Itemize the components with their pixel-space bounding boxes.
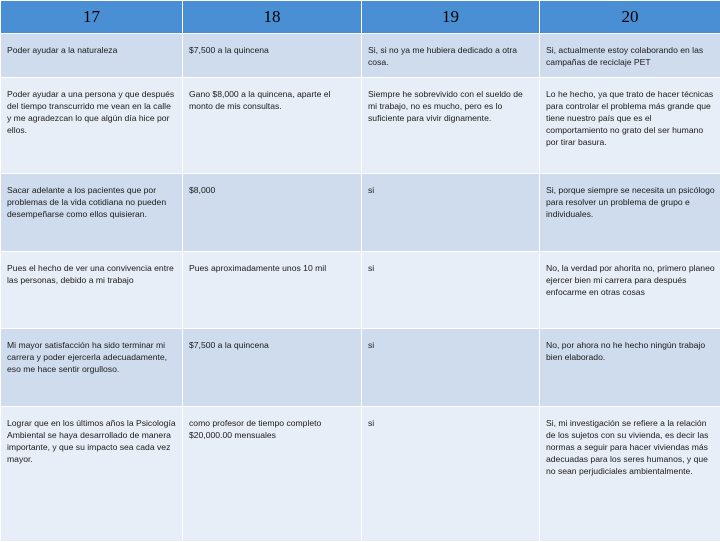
table-cell: Si, actualmente estoy colaborando en las campañas de reciclaje PET xyxy=(540,34,720,78)
table-cell: Lograr que en los últimos años la Psicología Ambiental se haya desarrollado de manera importante, y que su impacto sea cada vez mayor. xyxy=(1,407,183,542)
table-cell: Poder ayudar a una persona y que después del tiempo transcurrido me vean en la calle y me agradezcan lo que algún día hice por ellos. xyxy=(1,78,183,174)
table-row xyxy=(1,174,720,252)
header-row xyxy=(1,1,720,34)
table-cell: Si, si no ya me hubiera dedicado a otra cosa. xyxy=(362,34,540,78)
column-header-18: 18 xyxy=(183,1,362,34)
table-row xyxy=(1,329,720,407)
table-cell: si xyxy=(362,407,540,542)
table-cell: $7,500 a la quincena xyxy=(183,329,362,407)
table-row xyxy=(1,78,720,174)
table-cell: No, la verdad por ahorita no, primero planeo ejercer bien mi carrera para después enfocarme en otras cosas xyxy=(540,252,720,329)
table-cell: Si, porque siempre se necesita un psicólogo para resolver un problema de grupo e individuales. xyxy=(540,174,720,252)
table-cell: Gano $8,000 a la quincena, aparte el monto de mis consultas. xyxy=(183,78,362,174)
column-header-20: 20 xyxy=(540,1,720,34)
table-cell: Pues el hecho de ver una convivencia entre las personas, debido a mi trabajo xyxy=(1,252,183,329)
table-cell: Mi mayor satisfacción ha sido terminar mi carrera y poder ejercerla adecuadamente, eso me hace sentir orgulloso. xyxy=(1,329,183,407)
column-header-17: 17 xyxy=(1,1,183,34)
table-cell: $7,500 a la quincena xyxy=(183,34,362,78)
table-cell: Pues aproximadamente unos 10 mil xyxy=(183,252,362,329)
table-row xyxy=(1,34,720,78)
table-cell: si xyxy=(362,329,540,407)
table-cell: $8,000 xyxy=(183,174,362,252)
table-cell: como profesor de tiempo completo $20,000.00 mensuales xyxy=(183,407,362,542)
table-cell: Si, mi investigación se refiere a la relación de los sujetos con su vivienda, es decir las normas a seguir para hacer viviendas más adecuadas para los seres humanos, y que no sean perjudiciales ambientalmente. xyxy=(540,407,720,542)
table-cell: Sacar adelante a los pacientes que por problemas de la vida cotidiana no pueden desempeñarse como ellos quisieran. xyxy=(1,174,183,252)
table-row xyxy=(1,252,720,329)
table-cell: si xyxy=(362,174,540,252)
table-cell: No, por ahora no he hecho ningún trabajo bien elaborado. xyxy=(540,329,720,407)
table-cell: si xyxy=(362,252,540,329)
column-header-19: 19 xyxy=(362,1,540,34)
table-cell: Lo he hecho, ya que trato de hacer técnicas para controlar el problema más grande que tiene nuestro país que es el comportamiento no grato del ser humano por tirar basura. xyxy=(540,78,720,174)
table-cell: Poder ayudar a la naturaleza xyxy=(1,34,183,78)
table-row xyxy=(1,407,720,542)
table-cell: Siempre he sobrevivido con el sueldo de mi trabajo, no es mucho, pero es lo suficiente para vivir dignamente. xyxy=(362,78,540,174)
